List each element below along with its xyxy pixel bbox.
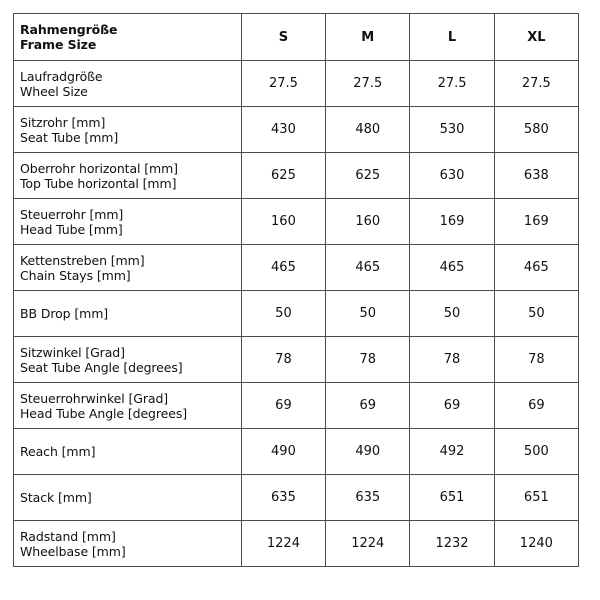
row-label (14, 153, 242, 199)
value-cell-xl: 78 (494, 337, 578, 383)
value-cell-xl: 169 (494, 199, 578, 245)
row-label-en: Seat Tube Angle [degrees] (20, 359, 183, 375)
value-cell-m: 50 (326, 291, 410, 337)
value-cell-xl: 651 (494, 475, 578, 521)
table-row (14, 107, 579, 153)
value-cell-xl: 500 (494, 429, 578, 475)
value-cell-s: 625 (241, 153, 325, 199)
table-row (14, 429, 579, 475)
value-cell-m: 625 (326, 153, 410, 199)
row-label (14, 107, 242, 153)
row-label (14, 429, 242, 475)
value-cell-l: 50 (410, 291, 494, 337)
row-label-en: Seat Tube [mm] (20, 129, 119, 145)
row-label-de: Laufradgröße (20, 68, 103, 84)
table-row (14, 521, 579, 567)
table-row (14, 475, 579, 521)
row-label-de: Stack [mm] (20, 490, 92, 505)
row-label-en: Top Tube horizontal [mm] (20, 175, 177, 191)
row-label (14, 521, 242, 567)
value-cell-m: 480 (326, 107, 410, 153)
table-row (14, 383, 579, 429)
value-cell-xl: 27.5 (494, 61, 578, 107)
value-cell-l: 78 (410, 337, 494, 383)
size-header-l: L (410, 14, 494, 61)
value-cell-s: 635 (241, 475, 325, 521)
row-label-en: Chain Stays [mm] (20, 267, 131, 283)
row-label-de: Sitzwinkel [Grad] (20, 344, 125, 360)
row-label (14, 291, 242, 337)
value-cell-l: 1232 (410, 521, 494, 567)
value-cell-l: 630 (410, 153, 494, 199)
value-cell-s: 430 (241, 107, 325, 153)
value-cell-m: 635 (326, 475, 410, 521)
header-row (14, 14, 579, 61)
value-cell-l: 465 (410, 245, 494, 291)
value-cell-s: 69 (241, 383, 325, 429)
value-cell-m: 490 (326, 429, 410, 475)
row-label-de: Steuerrohr [mm] (20, 206, 124, 222)
value-cell-xl: 638 (494, 153, 578, 199)
table-row (14, 245, 579, 291)
value-cell-l: 530 (410, 107, 494, 153)
value-cell-l: 651 (410, 475, 494, 521)
row-label-de: BB Drop [mm] (20, 306, 109, 321)
row-label (14, 383, 242, 429)
value-cell-s: 78 (241, 337, 325, 383)
value-cell-m: 160 (326, 199, 410, 245)
size-header-xl: XL (494, 14, 578, 61)
value-cell-m: 69 (326, 383, 410, 429)
value-cell-xl: 1240 (494, 521, 578, 567)
table-row (14, 61, 579, 107)
row-label-de: Kettenstreben [mm] (20, 252, 145, 268)
row-label (14, 61, 242, 107)
geometry-table (13, 13, 579, 567)
size-header-s: S (241, 14, 325, 61)
value-cell-l: 492 (410, 429, 494, 475)
value-cell-xl: 50 (494, 291, 578, 337)
value-cell-s: 27.5 (241, 61, 325, 107)
value-cell-xl: 580 (494, 107, 578, 153)
value-cell-s: 160 (241, 199, 325, 245)
frame-size-label-de: Rahmengröße (20, 22, 118, 37)
value-cell-m: 465 (326, 245, 410, 291)
row-label (14, 475, 242, 521)
row-label-en: Wheelbase [mm] (20, 543, 126, 559)
value-cell-xl: 465 (494, 245, 578, 291)
value-cell-m: 78 (326, 337, 410, 383)
value-cell-s: 50 (241, 291, 325, 337)
row-label-en: Head Tube [mm] (20, 221, 123, 237)
value-cell-s: 465 (241, 245, 325, 291)
row-label-de: Reach [mm] (20, 444, 96, 459)
row-label-en: Wheel Size (20, 83, 88, 99)
row-label (14, 337, 242, 383)
table-row (14, 199, 579, 245)
value-cell-xl: 69 (494, 383, 578, 429)
table-row (14, 153, 579, 199)
table-body (14, 61, 579, 567)
table-row (14, 337, 579, 383)
row-label-de: Steuerrohrwinkel [Grad] (20, 390, 169, 406)
value-cell-m: 1224 (326, 521, 410, 567)
frame-size-label-en: Frame Size (20, 37, 97, 52)
frame-size-header (14, 14, 242, 61)
value-cell-l: 69 (410, 383, 494, 429)
value-cell-s: 490 (241, 429, 325, 475)
row-label-de: Sitzrohr [mm] (20, 114, 106, 130)
row-label (14, 199, 242, 245)
row-label-de: Oberrohr horizontal [mm] (20, 160, 178, 176)
row-label-en: Head Tube Angle [degrees] (20, 405, 188, 421)
row-label (14, 245, 242, 291)
size-header-m: M (326, 14, 410, 61)
value-cell-m: 27.5 (326, 61, 410, 107)
value-cell-l: 27.5 (410, 61, 494, 107)
value-cell-l: 169 (410, 199, 494, 245)
table-row (14, 291, 579, 337)
row-label-de: Radstand [mm] (20, 528, 116, 544)
value-cell-s: 1224 (241, 521, 325, 567)
